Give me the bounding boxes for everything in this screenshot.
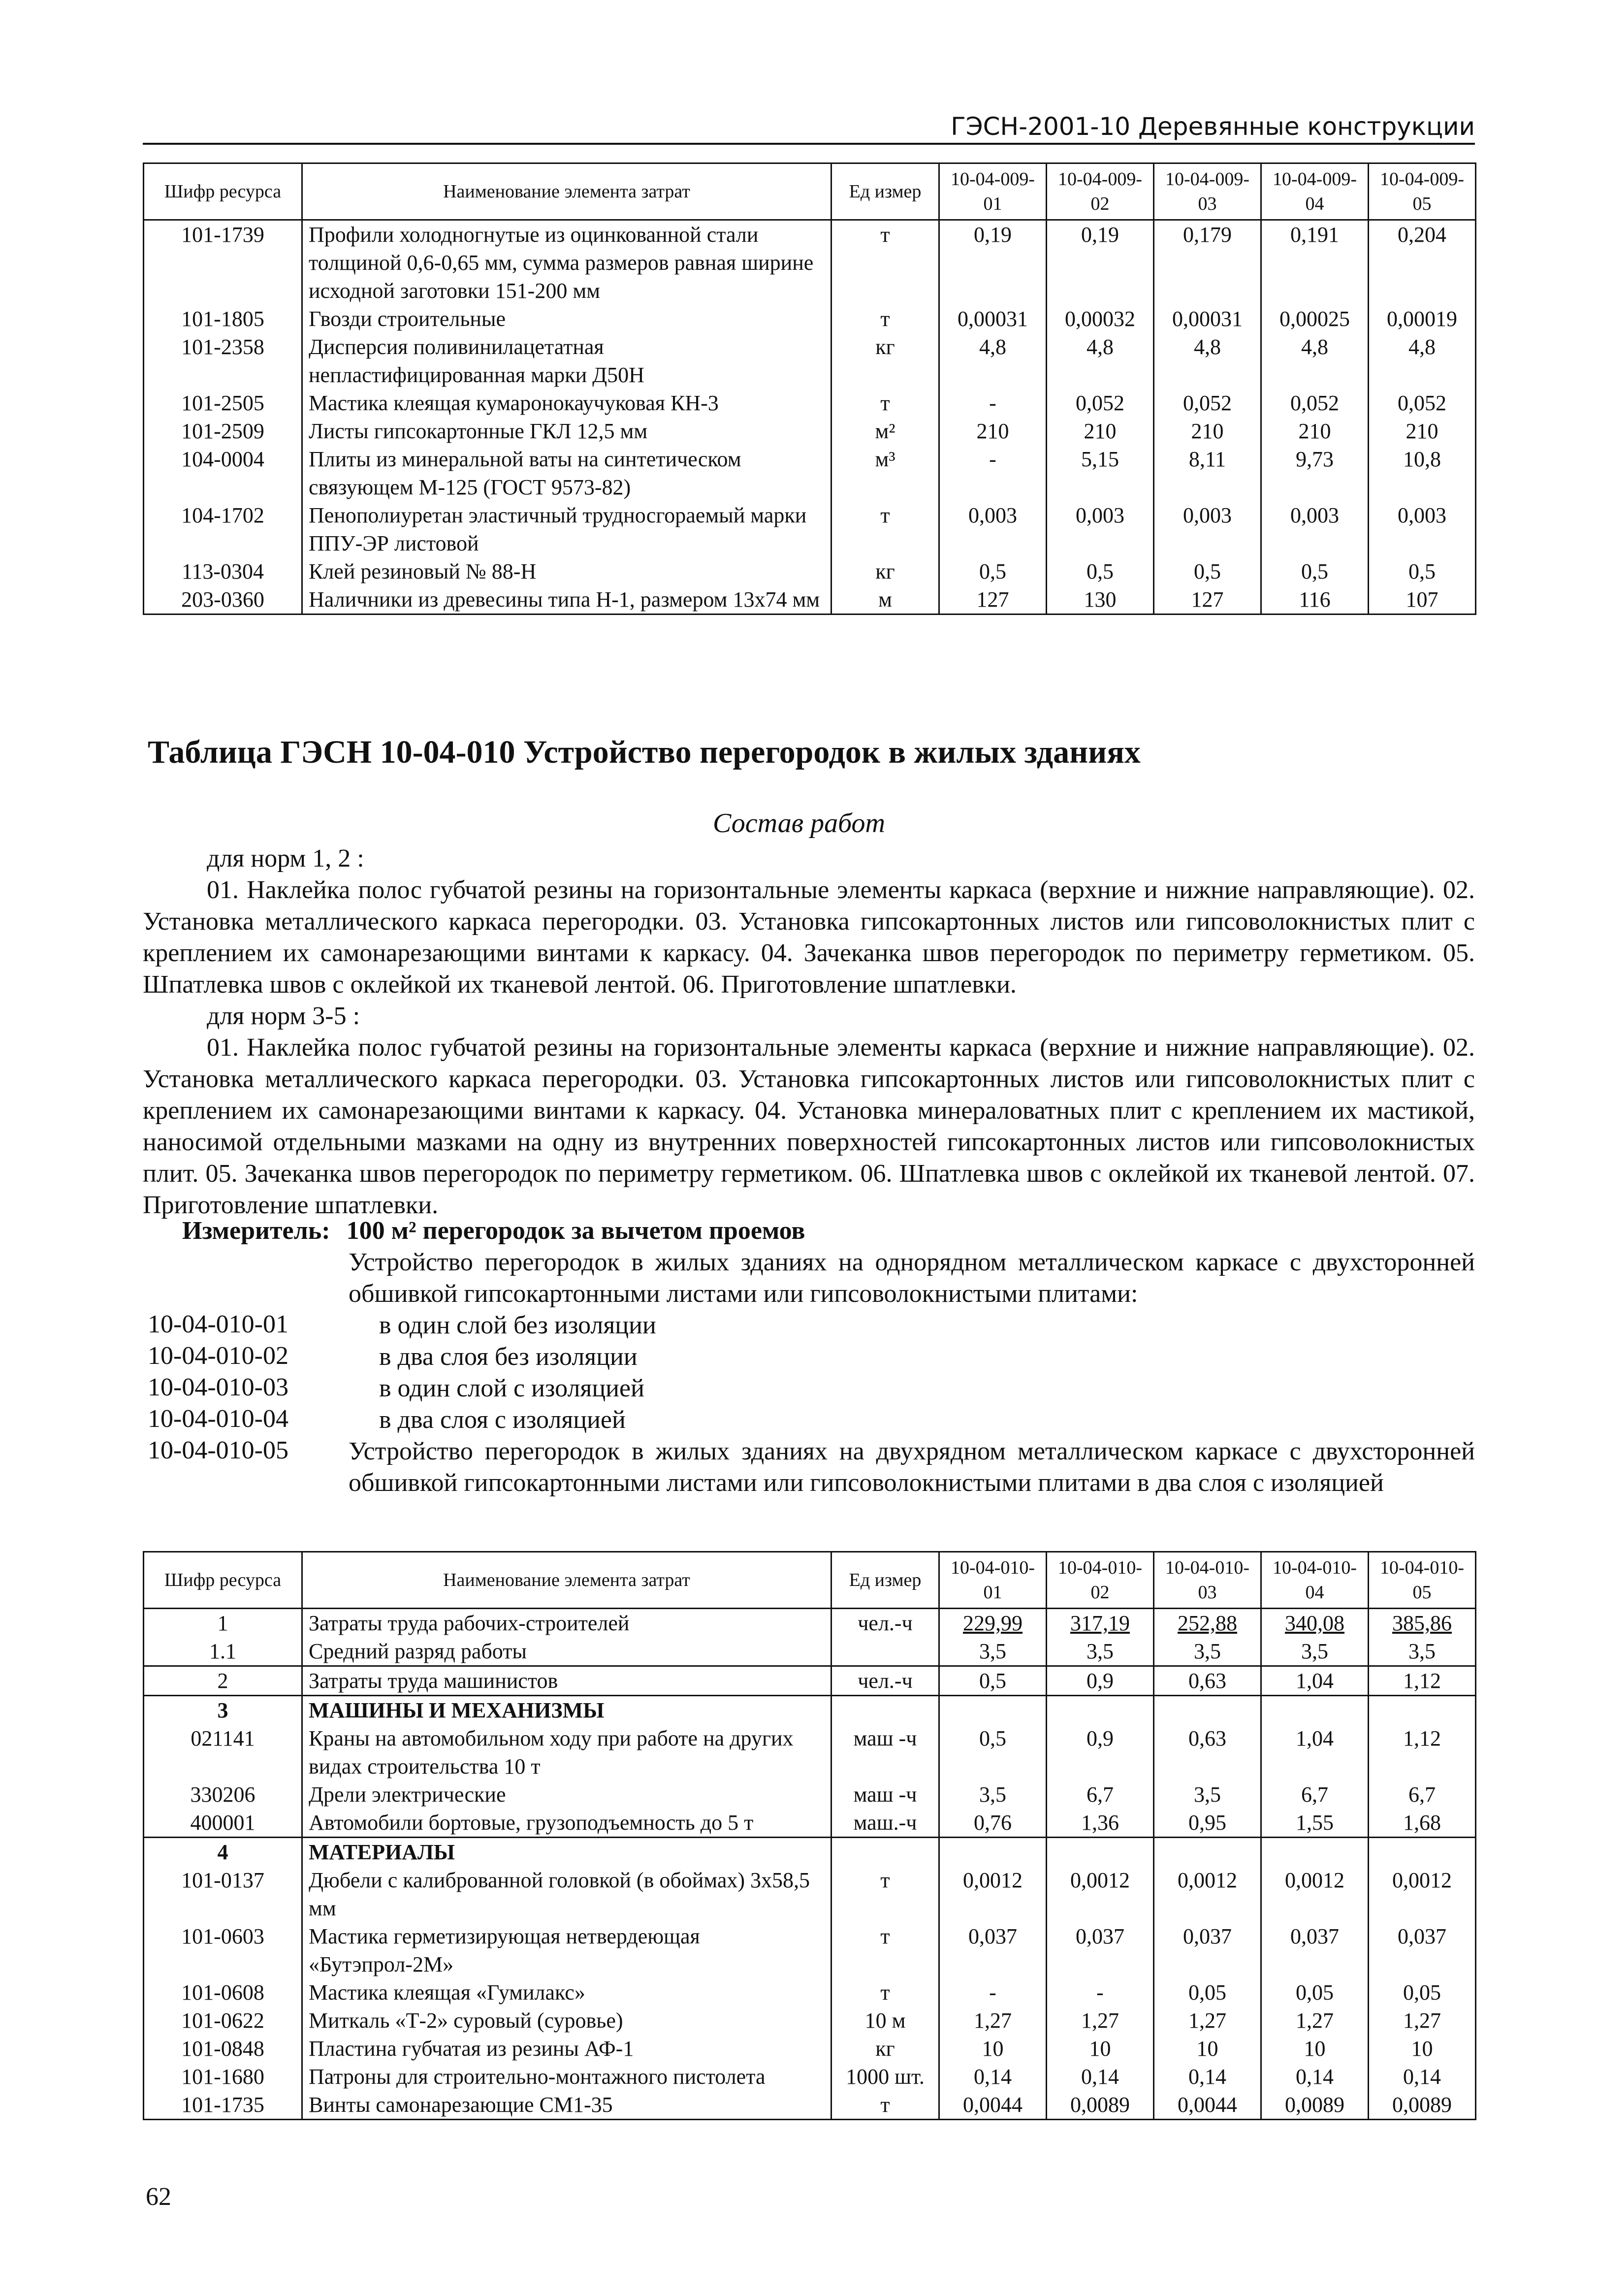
cell: 1000 шт.: [831, 2063, 939, 2091]
cell: [831, 1696, 939, 1725]
cell: [1369, 1838, 1476, 1867]
table-row: [144, 445, 1476, 501]
cell: 203-0360: [144, 585, 302, 614]
cell: 0,037: [1261, 1922, 1369, 1978]
cell: 021141: [144, 1724, 302, 1780]
col-header: 10-04-009-05: [1369, 163, 1476, 220]
cell: маш.-ч: [831, 1809, 939, 1838]
col-header: Наименование элемента затрат: [302, 163, 831, 220]
cell: 1,04: [1261, 1666, 1369, 1696]
cell: 3,5: [939, 1780, 1047, 1809]
cell: 4,8: [1154, 333, 1261, 389]
cell: 0,00025: [1261, 305, 1369, 333]
cell: м: [831, 585, 939, 614]
cell: 0,003: [939, 501, 1047, 557]
norms-1-2-label: для норм 1, 2 :: [207, 844, 364, 873]
cell: 0,14: [939, 2063, 1047, 2091]
cell: 3: [144, 1696, 302, 1725]
cell: 0,95: [1154, 1809, 1261, 1838]
cell: 10: [1047, 2035, 1154, 2063]
resource-table-009: [143, 162, 1476, 615]
cell: 4,8: [1369, 333, 1476, 389]
norm-code: 10-04-010-01: [148, 1310, 288, 1338]
cell: 10 м: [831, 2006, 939, 2035]
cell: 0,5: [1047, 557, 1154, 585]
cell: [831, 1637, 939, 1666]
table-row: [144, 389, 1476, 417]
cell: 101-1735: [144, 2091, 302, 2120]
table-row: [144, 1724, 1476, 1780]
cell: кг: [831, 333, 939, 389]
table-row: [144, 1637, 1476, 1666]
cell: [1261, 1838, 1369, 1867]
cell: 6,7: [1261, 1780, 1369, 1809]
meter-line: [182, 1216, 805, 1245]
table-header-row: [144, 163, 1476, 220]
col-header: Шифр ресурса: [144, 1552, 302, 1609]
cell: 0,5: [939, 557, 1047, 585]
cell: кг: [831, 557, 939, 585]
cell: 0,0012: [1261, 1866, 1369, 1922]
cell: 10,8: [1369, 445, 1476, 501]
cell: 0,14: [1369, 2063, 1476, 2091]
cell: 4: [144, 1838, 302, 1867]
cell: Патроны для строительно-монтажного пистолета: [302, 2063, 831, 2091]
table-row: [144, 417, 1476, 445]
meter-label: Измеритель:: [182, 1217, 330, 1245]
cell: м³: [831, 445, 939, 501]
cell: [1154, 1696, 1261, 1725]
cell: 0,19: [939, 220, 1047, 305]
cell: 0,5: [1154, 557, 1261, 585]
table-row: [144, 1866, 1476, 1922]
cell: Краны на автомобильном ходу при работе на других видах строительства 10 т: [302, 1724, 831, 1780]
cell: -: [939, 389, 1047, 417]
cell: 0,0012: [1154, 1866, 1261, 1922]
cell: Дисперсия поливинилацетатная непластифицированная марки Д50Н: [302, 333, 831, 389]
cell: 0,05: [1154, 1978, 1261, 2006]
norm-code: 10-04-010-04: [148, 1405, 288, 1433]
cell: 5,15: [1047, 445, 1154, 501]
cell: 0,76: [939, 1809, 1047, 1838]
cell: 101-2505: [144, 389, 302, 417]
col-header: 10-04-009-01: [939, 163, 1047, 220]
cell: 0,05: [1369, 1978, 1476, 2006]
table-row: [144, 305, 1476, 333]
cell: 0,0044: [939, 2091, 1047, 2120]
cell: Плиты из минеральной ваты на синтетическом связующем М-125 (ГОСТ 9573-82): [302, 445, 831, 501]
col-header: 10-04-010-04: [1261, 1552, 1369, 1609]
cell: 0,00019: [1369, 305, 1476, 333]
cell: 340,08: [1261, 1609, 1369, 1638]
cell: 127: [1154, 585, 1261, 614]
cell: 3,5: [1154, 1780, 1261, 1809]
cell: 0,037: [939, 1922, 1047, 1978]
norms-1-2-text: 01. Наклейка полос губчатой резины на горизонтальные элементы каркаса (верхние и нижние направляющие). 02. Установка металлического каркаса перегородки. 03. Установка гипсокартонных листов или гипсоволокнистых плит с креплением их самонарезающими винтами к каркасу. 04. Зачеканка швов перегородок по периметру герметиком. 05. Шпатлевка швов с оклейкой их тканевой лентой. 06. Приготовление шпатлевки.: [143, 876, 1475, 999]
cell: 0,0012: [939, 1866, 1047, 1922]
cell: 0,179: [1154, 220, 1261, 305]
cell: [939, 1696, 1047, 1725]
cell: 0,63: [1154, 1666, 1261, 1696]
cell: 127: [939, 585, 1047, 614]
cell: 0,003: [1047, 501, 1154, 557]
cell: 210: [1369, 417, 1476, 445]
cell: 0,0012: [1369, 1866, 1476, 1922]
col-header: Ед измер: [831, 1552, 939, 1609]
cell: 104-1702: [144, 501, 302, 557]
cell: 101-0608: [144, 1978, 302, 2006]
norm-description: в один слой без изоляции: [379, 1311, 656, 1339]
cell: 0,9: [1047, 1724, 1154, 1780]
cell: Автомобили бортовые, грузоподъемность до 5 т: [302, 1809, 831, 1838]
col-header: 10-04-009-04: [1261, 163, 1369, 220]
col-header: 10-04-009-03: [1154, 163, 1261, 220]
cell: т: [831, 501, 939, 557]
cell: 0,037: [1154, 1922, 1261, 1978]
cell: 0,5: [1369, 557, 1476, 585]
cell: т: [831, 1978, 939, 2006]
running-header: ГЭСН-2001-10 Деревянные конструкции: [951, 112, 1475, 141]
cell: Пенополиуретан эластичный трудносгораемый марки ППУ-ЭР листовой: [302, 501, 831, 557]
cell: 3,5: [1047, 1637, 1154, 1666]
cell: -: [939, 1978, 1047, 2006]
table-header-row: [144, 1552, 1476, 1609]
cell: 1,27: [1154, 2006, 1261, 2035]
cell: 1,27: [1369, 2006, 1476, 2035]
cell: 101-2509: [144, 417, 302, 445]
cell: 229,99: [939, 1609, 1047, 1638]
cell: 6,7: [1369, 1780, 1476, 1809]
cell: Затраты труда рабочих-строителей: [302, 1609, 831, 1638]
cell: 0,19: [1047, 220, 1154, 305]
norm-description: в один слой с изоляцией: [379, 1374, 644, 1402]
cell: [831, 1838, 939, 1867]
cell: 10: [1154, 2035, 1261, 2063]
cell: 0,003: [1261, 501, 1369, 557]
cell: 0,037: [1047, 1922, 1154, 1978]
cell: 101-0603: [144, 1922, 302, 1978]
cell: 1,27: [1047, 2006, 1154, 2035]
cell: м²: [831, 417, 939, 445]
cell: 0,63: [1154, 1724, 1261, 1780]
cell: Мастика клеящая «Гумилакс»: [302, 1978, 831, 2006]
table-row: [144, 501, 1476, 557]
norm-code: 10-04-010-03: [148, 1373, 288, 1401]
cell: 113-0304: [144, 557, 302, 585]
cell: 252,88: [1154, 1609, 1261, 1638]
cell: 2: [144, 1666, 302, 1696]
table-row: [144, 2035, 1476, 2063]
cell: 317,19: [1047, 1609, 1154, 1638]
cell: Миткаль «Т-2» суровый (суровье): [302, 2006, 831, 2035]
cell: 0,0012: [1047, 1866, 1154, 1922]
cell: 1,55: [1261, 1809, 1369, 1838]
cell: Профили холодногнутые из оцинкованной стали толщиной 0,6-0,65 мм, сумма размеров равная ширине исходной заготовки 151-200 мм: [302, 220, 831, 305]
norm-description: Устройство перегородок в жилых зданиях на двухрядном металлическом каркасе с двухсторонней обшивкой гипсокартонными листами или гипсоволокнистыми плитами в два слоя с изоляцией: [349, 1437, 1475, 1497]
table-row: [144, 220, 1476, 305]
cell: 1,04: [1261, 1724, 1369, 1780]
table-row: [144, 1978, 1476, 2006]
cell: 4,8: [1261, 333, 1369, 389]
cell: 385,86: [1369, 1609, 1476, 1638]
cell: 0,5: [939, 1724, 1047, 1780]
cell: 101-2358: [144, 333, 302, 389]
cell: 1,27: [1261, 2006, 1369, 2035]
cell: 101-0622: [144, 2006, 302, 2035]
cell: 0,052: [1047, 389, 1154, 417]
cell: 3,5: [1369, 1637, 1476, 1666]
col-header: Ед измер: [831, 163, 939, 220]
table-row: [144, 1609, 1476, 1638]
table-row: [144, 1922, 1476, 1978]
norm-code: 10-04-010-05: [148, 1436, 288, 1464]
table-row: [144, 2006, 1476, 2035]
norms-1-2-block: [143, 843, 1475, 1221]
cell: Дрели электрические: [302, 1780, 831, 1809]
cell: 104-0004: [144, 445, 302, 501]
norm-description: в два слоя без изоляции: [379, 1343, 638, 1371]
cell: [1261, 1696, 1369, 1725]
cell: т: [831, 1866, 939, 1922]
cell: 0,5: [1261, 557, 1369, 585]
norms-3-5-label: для норм 3-5 :: [207, 1002, 360, 1030]
cell: 0,052: [1369, 389, 1476, 417]
col-header: 10-04-010-05: [1369, 1552, 1476, 1609]
cell: кг: [831, 2035, 939, 2063]
cell: т: [831, 220, 939, 305]
cell: 10: [1369, 2035, 1476, 2063]
cell: Дюбели с калиброванной головкой (в обоймах) 3х58,5 мм: [302, 1866, 831, 1922]
col-header: Наименование элемента затрат: [302, 1552, 831, 1609]
cell: 0,05: [1261, 1978, 1369, 2006]
cell: 8,11: [1154, 445, 1261, 501]
cell: 1.1: [144, 1637, 302, 1666]
cell: 101-0137: [144, 1866, 302, 1922]
cell: т: [831, 1922, 939, 1978]
cell: 0,0089: [1261, 2091, 1369, 2120]
cell: маш -ч: [831, 1724, 939, 1780]
table-row: [144, 557, 1476, 585]
cell: 0,00032: [1047, 305, 1154, 333]
cell: 4,8: [1047, 333, 1154, 389]
cell: 3,5: [1261, 1637, 1369, 1666]
cell: 210: [939, 417, 1047, 445]
cell: 0,00031: [939, 305, 1047, 333]
table-row: [144, 1780, 1476, 1809]
cell: 0,037: [1369, 1922, 1476, 1978]
cell: Пластина губчатая из резины АФ-1: [302, 2035, 831, 2063]
cell: Средний разряд работы: [302, 1637, 831, 1666]
cell: 210: [1047, 417, 1154, 445]
cell: [1369, 1696, 1476, 1725]
norm-intro: Устройство перегородок в жилых зданиях на однорядном металлическом каркасе с двухсторонней обшивкой гипсокартонными листами или гипсоволокнистыми плитами:: [349, 1248, 1475, 1308]
col-header: 10-04-010-01: [939, 1552, 1047, 1609]
table-row: [144, 2091, 1476, 2120]
cell: 210: [1261, 417, 1369, 445]
col-header: 10-04-010-02: [1047, 1552, 1154, 1609]
table-row: [144, 1666, 1476, 1696]
norms-3-5-text: 01. Наклейка полос губчатой резины на горизонтальные элементы каркаса (верхние и нижние направляющие). 02. Установка металлического каркаса перегородки. 03. Установка гипсокартонных листов или гипсоволокнистых плит с креплением их самонарезающими винтами к каркасу. 04. Установка минераловатных плит с креплением их мастикой, наносимой отдельными мазками на одну из внутренних поверхностей гипсокартонных листов или гипсоволокнистых плит. 05. Зачеканка швов перегородок по периметру герметиком. 06. Шпатлевка швов с оклейкой их тканевой лентой. 07. Приготовление шпатлевки.: [143, 1034, 1475, 1219]
cell: Мастика герметизирующая нетвердеющая «Бутэпрол-2М»: [302, 1922, 831, 1978]
cell: [1047, 1696, 1154, 1725]
col-header: 10-04-009-02: [1047, 163, 1154, 220]
meter-value: 100 м² перегородок за вычетом проемов: [346, 1217, 805, 1245]
cell: 1,36: [1047, 1809, 1154, 1838]
cell: 10: [1261, 2035, 1369, 2063]
page-number: 62: [146, 2183, 171, 2211]
table-row: [144, 2063, 1476, 2091]
cell: 10: [939, 2035, 1047, 2063]
cell: 330206: [144, 1780, 302, 1809]
cell: 1,12: [1369, 1666, 1476, 1696]
cell: 0,00031: [1154, 305, 1261, 333]
col-header: Шифр ресурса: [144, 163, 302, 220]
cell: 0,9: [1047, 1666, 1154, 1696]
cell: 0,0089: [1047, 2091, 1154, 2120]
cell: 0,5: [939, 1666, 1047, 1696]
cell: 101-1805: [144, 305, 302, 333]
cell: т: [831, 305, 939, 333]
cell: 0,052: [1261, 389, 1369, 417]
cell: 0,0089: [1369, 2091, 1476, 2120]
cell: 1,12: [1369, 1724, 1476, 1780]
table-row: [144, 585, 1476, 614]
cell: 0,0044: [1154, 2091, 1261, 2120]
cell: 101-0848: [144, 2035, 302, 2063]
cell: 0,14: [1047, 2063, 1154, 2091]
composition-title: Состав работ: [713, 808, 885, 839]
resource-table-010: [143, 1551, 1476, 2120]
cell: Листы гипсокартонные ГКЛ 12,5 мм: [302, 417, 831, 445]
cell: 210: [1154, 417, 1261, 445]
section-heading: МАШИНЫ И МЕХАНИЗМЫ: [302, 1696, 831, 1725]
cell: [1047, 1838, 1154, 1867]
cell: 1,68: [1369, 1809, 1476, 1838]
cell: 0,003: [1369, 501, 1476, 557]
cell: Клей резиновый № 88-Н: [302, 557, 831, 585]
norm-code: 10-04-010-02: [148, 1342, 288, 1370]
cell: 4,8: [939, 333, 1047, 389]
cell: 116: [1261, 585, 1369, 614]
cell: маш -ч: [831, 1780, 939, 1809]
cell: 0,003: [1154, 501, 1261, 557]
cell: 107: [1369, 585, 1476, 614]
cell: 101-1739: [144, 220, 302, 305]
cell: чел.-ч: [831, 1666, 939, 1696]
cell: 101-1680: [144, 2063, 302, 2091]
section-title: Таблица ГЭСН 10-04-010 Устройство перегородок в жилых зданиях: [148, 734, 1141, 770]
cell: т: [831, 2091, 939, 2120]
cell: Гвозди строительные: [302, 305, 831, 333]
header-rule: [143, 143, 1475, 145]
cell: [1154, 1838, 1261, 1867]
cell: Винты самонарезающие СМ1-35: [302, 2091, 831, 2120]
table-row: [144, 1838, 1476, 1867]
cell: -: [1047, 1978, 1154, 2006]
cell: -: [939, 445, 1047, 501]
cell: 6,7: [1047, 1780, 1154, 1809]
col-header: 10-04-010-03: [1154, 1552, 1261, 1609]
cell: т: [831, 389, 939, 417]
cell: 3,5: [939, 1637, 1047, 1666]
table-row: [144, 1809, 1476, 1838]
cell: 1,27: [939, 2006, 1047, 2035]
cell: 0,14: [1154, 2063, 1261, 2091]
cell: 9,73: [1261, 445, 1369, 501]
cell: 0,052: [1154, 389, 1261, 417]
table-row: [144, 333, 1476, 389]
cell: чел.-ч: [831, 1609, 939, 1638]
cell: 0,14: [1261, 2063, 1369, 2091]
cell: 0,191: [1261, 220, 1369, 305]
cell: 130: [1047, 585, 1154, 614]
cell: Наличники из древесины типа Н-1, размером 13х74 мм: [302, 585, 831, 614]
section-heading: МАТЕРИАЛЫ: [302, 1838, 831, 1867]
cell: [939, 1838, 1047, 1867]
cell: 400001: [144, 1809, 302, 1838]
cell: 3,5: [1154, 1637, 1261, 1666]
cell: Затраты труда машинистов: [302, 1666, 831, 1696]
table-row: [144, 1696, 1476, 1725]
cell: 1: [144, 1609, 302, 1638]
norm-description: в два слоя с изоляцией: [379, 1406, 626, 1434]
cell: Мастика клеящая кумаронокаучуковая КН-3: [302, 389, 831, 417]
cell: 0,204: [1369, 220, 1476, 305]
